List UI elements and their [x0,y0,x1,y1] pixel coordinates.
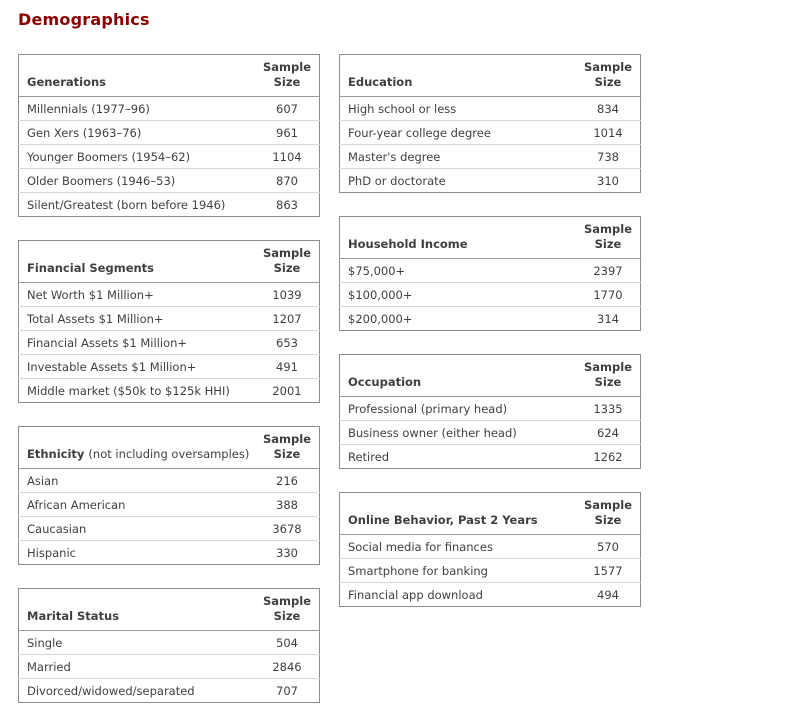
table-body [19,631,320,703]
table-row [340,445,641,469]
row-value: 330 [276,546,298,560]
table-row [19,679,320,703]
row-label: Professional (primary head) [348,402,508,416]
row-value: 504 [276,636,298,650]
table-title-note: (not including oversamples) [88,447,250,461]
row-label: Middle market ($50k to $125k HHI) [27,384,230,398]
table-education [339,54,641,193]
row-value: 607 [276,102,298,116]
sample-size-header: Sample Size [263,60,311,89]
table-title: Household Income [348,237,468,251]
sample-size-header: Sample Size [263,246,311,275]
row-value: 738 [597,150,619,164]
table-online-behavior [339,492,641,607]
row-label: Master's degree [348,150,441,164]
row-label: Married [27,660,71,674]
row-label: Financial Assets $1 Million+ [27,336,188,350]
page-title: Demographics [18,10,150,29]
row-value: 388 [276,498,298,512]
row-label: Millennials (1977–96) [27,102,150,116]
table-title-cell [19,427,256,469]
row-label: Younger Boomers (1954–62) [27,150,191,164]
row-value: 2397 [593,264,623,278]
table-row [340,583,641,607]
table-title-cell [19,241,256,283]
row-label: PhD or doctorate [348,174,446,188]
row-label: Business owner (either head) [348,426,517,440]
row-label: Caucasian [27,522,87,536]
table-row [19,331,320,355]
row-value: 1262 [593,450,623,464]
table-header-row [340,55,641,97]
table-title: Financial Segments [27,261,155,275]
table-row [19,97,320,121]
row-value: 1014 [593,126,623,140]
table-row [19,193,320,217]
row-value: 1577 [593,564,623,578]
row-value: 491 [276,360,298,374]
table-title: Ethnicity [27,447,85,461]
table-title: Occupation [348,375,422,389]
row-value: 961 [276,126,298,140]
row-label: Single [27,636,63,650]
row-value: 1335 [593,402,623,416]
row-label: Hispanic [27,546,76,560]
table-row [340,145,641,169]
table-row [340,397,641,421]
table-body [19,283,320,403]
row-value: 570 [597,540,619,554]
row-label: Asian [27,474,59,488]
row-label: African American [27,498,126,512]
row-label: Retired [348,450,390,464]
table-body [340,97,641,193]
row-label: Social media for finances [348,540,493,554]
table-row [340,97,641,121]
row-label: Financial app download [348,588,483,602]
row-value: 653 [276,336,298,350]
row-label: Divorced/widowed/separated [27,684,195,698]
column-right [339,54,641,630]
column-left [18,54,320,726]
table-row [19,145,320,169]
sample-size-header: Sample Size [263,432,311,461]
row-label: Investable Assets $1 Million+ [27,360,197,374]
table-generations [18,54,320,217]
table-row [19,379,320,403]
table-header-row [19,55,320,97]
row-label: Older Boomers (1946–53) [27,174,176,188]
table-row [19,169,320,193]
table-marital-status [18,588,320,703]
table-row [340,535,641,559]
sample-size-header: Sample Size [584,498,632,527]
sample-size-header: Sample Size [584,222,632,251]
row-value: 834 [597,102,619,116]
table-row [19,493,320,517]
table-body [19,469,320,565]
table-title: Online Behavior, Past 2 Years [348,513,538,527]
table-header-row [340,493,641,535]
table-row [340,259,641,283]
row-value: 3678 [272,522,302,536]
table-body [340,397,641,469]
table-household-income [339,216,641,331]
sample-size-header: Sample Size [584,60,632,89]
table-ethnicity [18,426,320,565]
table-row [19,307,320,331]
row-value: 870 [276,174,298,188]
table-financial-segments [18,240,320,403]
row-value: 707 [276,684,298,698]
row-label: $75,000+ [348,264,406,278]
table-body [340,259,641,331]
table-header-row [19,427,320,469]
row-value: 310 [597,174,619,188]
row-value: 1770 [593,288,623,302]
table-title-cell [19,55,256,97]
row-value: 863 [276,198,298,212]
table-title: Generations [27,75,107,89]
table-header-row [340,217,641,259]
table-header-row [19,241,320,283]
table-row [340,307,641,331]
row-label: Gen Xers (1963–76) [27,126,142,140]
row-label: Four-year college degree [348,126,491,140]
row-label: Silent/Greatest (born before 1946) [27,198,226,212]
table-columns [18,54,796,726]
row-value: 2001 [272,384,302,398]
table-row [19,469,320,493]
table-header-row [340,355,641,397]
row-label: High school or less [348,102,457,116]
row-value: 216 [276,474,298,488]
table-title: Marital Status [27,609,120,623]
table-row [340,169,641,193]
row-label: $100,000+ [348,288,413,302]
row-value: 2846 [272,660,302,674]
table-title-cell [340,55,577,97]
table-occupation [339,354,641,469]
table-title: Education [348,75,413,89]
table-body [340,535,641,607]
table-body [19,97,320,217]
table-row [340,559,641,583]
row-label: Net Worth $1 Million+ [27,288,154,302]
sample-size-header: Sample Size [584,360,632,389]
row-value: 624 [597,426,619,440]
table-title-cell [340,217,577,259]
table-row [340,421,641,445]
row-value: 314 [597,312,619,326]
table-header-row [19,589,320,631]
table-row [19,121,320,145]
table-title-cell [340,355,577,397]
table-row [19,517,320,541]
row-label: Total Assets $1 Million+ [27,312,164,326]
table-title-cell [19,589,256,631]
row-value: 1207 [272,312,302,326]
row-label: Smartphone for banking [348,564,488,578]
table-row [19,355,320,379]
row-value: 1039 [272,288,302,302]
row-value: 1104 [272,150,302,164]
sample-size-header: Sample Size [263,594,311,623]
row-value: 494 [597,588,619,602]
row-label: $200,000+ [348,312,413,326]
table-row [19,631,320,655]
table-row [19,283,320,307]
table-row [19,541,320,565]
table-title-cell [340,493,577,535]
table-row [19,655,320,679]
table-row [340,283,641,307]
table-row [340,121,641,145]
